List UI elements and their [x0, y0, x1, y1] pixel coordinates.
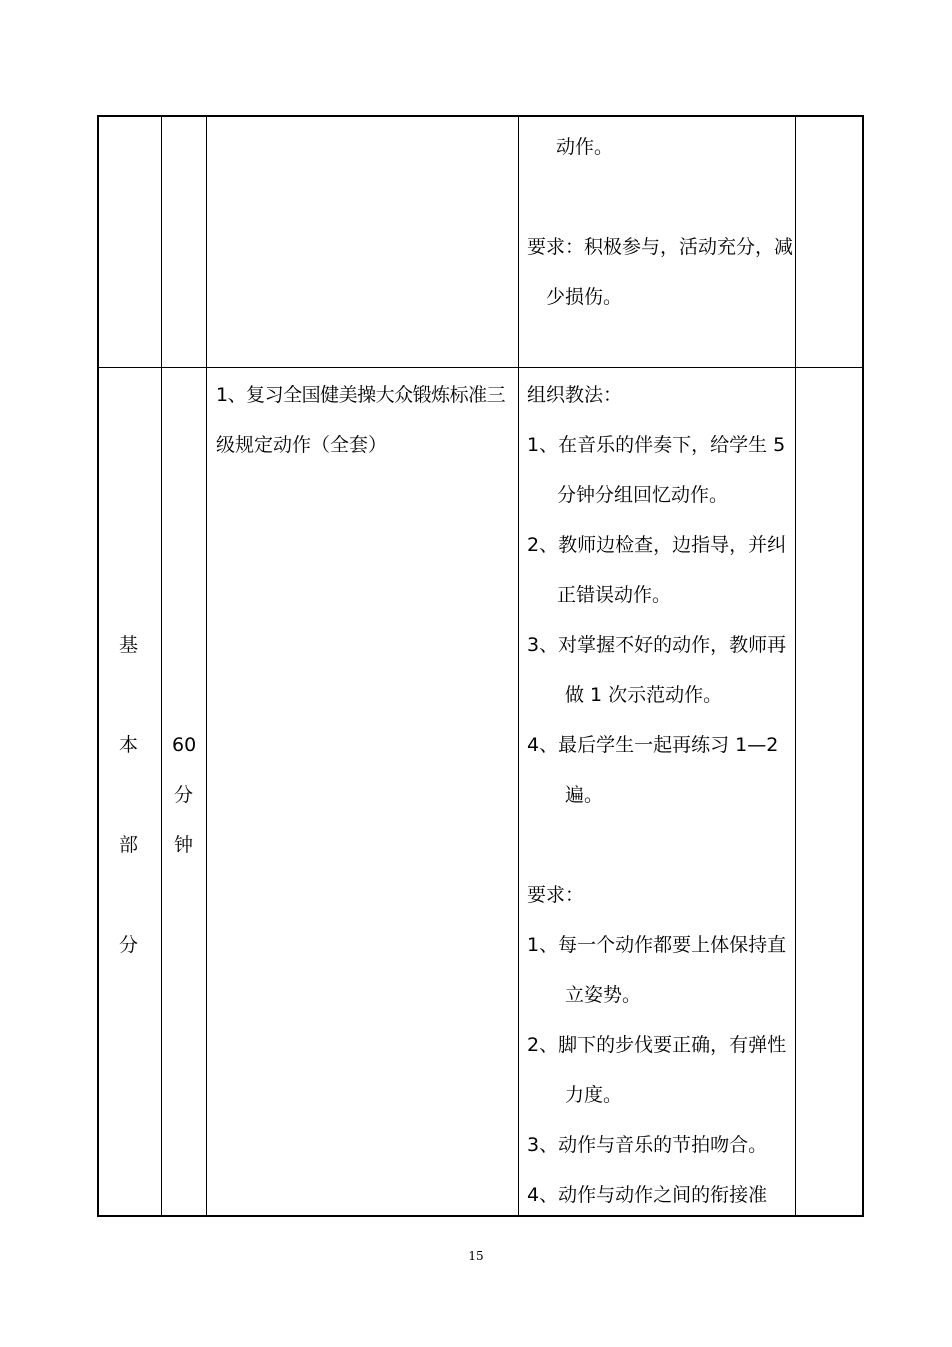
method-line: 4、动作与动作之间的衔接准 — [527, 1184, 768, 1206]
method-line: 力度。 — [565, 1084, 623, 1106]
method-line: 分钟分组回忆动作。 — [557, 484, 729, 506]
column-divider — [161, 117, 162, 1215]
method-line: 2、教师边检查，边指导，并纠 — [527, 534, 787, 556]
column-divider — [795, 117, 796, 1215]
time-unit-char: 钟 — [174, 834, 194, 856]
lesson-plan-table — [97, 115, 864, 1217]
activity-line: 级规定动作（全套） — [216, 434, 388, 456]
section-label-char: 基 — [119, 634, 139, 656]
time-unit-char: 分 — [174, 784, 194, 806]
method-line: 2、脚下的步伐要正确，有弹性 — [527, 1034, 787, 1056]
time-value: 60 — [172, 734, 197, 756]
top-content-line: 动作。 — [556, 136, 614, 158]
activity-line: 1、复习全国健美操大众锻炼标准三 — [216, 384, 506, 406]
method-line: 立姿势。 — [565, 984, 642, 1006]
section-label-char: 部 — [119, 834, 139, 856]
method-line: 组织教法： — [527, 384, 623, 406]
method-line: 1、每一个动作都要上体保持直 — [527, 934, 787, 956]
method-line: 1、在音乐的伴奏下，给学生 5 — [527, 434, 786, 456]
column-divider — [518, 117, 519, 1215]
page-number: 15 — [468, 1249, 484, 1263]
top-content-line: 要求：积极参与，活动充分，减 — [527, 236, 794, 258]
method-line: 3、动作与音乐的节拍吻合。 — [527, 1134, 768, 1156]
method-line: 3、对掌握不好的动作，教师再 — [527, 634, 787, 656]
method-line: 正错误动作。 — [557, 584, 672, 606]
method-line: 做 1 次示范动作。 — [565, 684, 723, 706]
column-divider — [206, 117, 207, 1215]
method-line: 要求： — [527, 884, 585, 906]
method-line: 4、最后学生一起再练习 1—2 — [527, 734, 779, 756]
top-content-line: 少损伤。 — [546, 286, 623, 308]
section-label-char: 分 — [119, 934, 139, 956]
method-line: 遍。 — [565, 784, 604, 806]
section-label-char: 本 — [119, 734, 139, 756]
row-divider — [99, 367, 862, 368]
